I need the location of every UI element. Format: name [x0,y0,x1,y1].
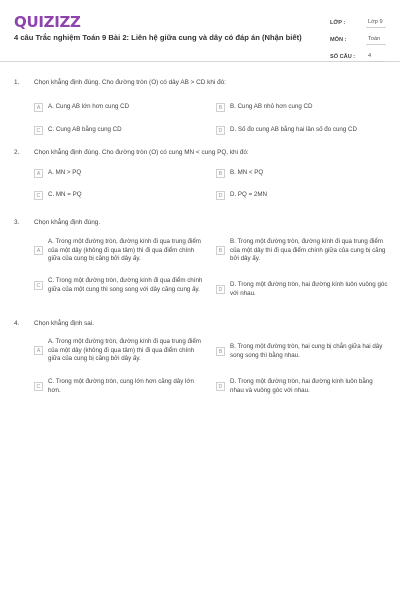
option-b[interactable] [216,238,388,264]
option-text: B. Cung AB nhỏ hơn cung CD [230,103,313,110]
question-number: 4. [14,320,20,327]
option-b[interactable] [216,343,388,360]
option-text: B. Trong một đường tròn, đường kính đi qua trung điểm của một dây thì đi qua điểm chính giữa của cung bị căng bởi dây ấy. [230,238,386,263]
option-letter-box: D [216,126,225,135]
meta-value: 4 [366,52,386,62]
option-letter-box: A [34,169,43,178]
option-text: A. MN > PQ [48,169,82,176]
option-a[interactable] [34,238,206,264]
question-text: Chọn khẳng định sai. [34,320,95,327]
option-text: A. Trong một đường tròn, đường kính đi qua trung điểm của một dây (không đi qua tâm) thì đi qua điểm chính giữa của cung bị căng bởi dây ấy. [48,238,201,263]
option-text: B. MN < PQ [230,169,264,176]
question-text: Chọn khẳng định đúng. [34,219,101,226]
meta-label: MÔN : [330,36,347,43]
option-letter-box: C [34,382,43,391]
option-text: D. Trong một đường tròn, hai đường kính luôn bằng nhau và vuông góc với nhau. [230,378,373,394]
option-letter-box: C [34,191,43,200]
option-letter-box: D [216,191,225,200]
option-text: A. Cung AB lớn hơn cung CD [48,103,130,110]
meta-row-grade [330,14,386,31]
option-c[interactable] [34,126,199,135]
quizizz-logo: QUIZIZZ [14,13,81,31]
option-letter-box: C [34,281,43,290]
question-number: 1. [14,79,20,86]
question-text: Chọn khẳng định đúng. Cho đường tròn (O) có cung MN < cung PQ, khi đó: [34,149,249,156]
option-c[interactable] [34,277,206,294]
option-b[interactable] [216,103,381,112]
meta-row-subject [330,31,386,48]
option-text: B. Trong một đường tròn, hai cung bị chắn giữa hai dây song song thì bằng nhau. [230,343,383,359]
option-b[interactable] [216,169,381,178]
option-letter-box: B [216,169,225,178]
meta-value: Lớp 9 [366,18,386,28]
option-a[interactable] [34,338,206,364]
worksheet-header [0,0,400,62]
option-c[interactable] [34,191,199,200]
worksheet-title: 4 câu Trắc nghiệm Toán 9 Bài 2: Liên hệ giữa cung và dây có đáp án (Nhận biết) [14,33,302,42]
option-letter-box: D [216,382,225,391]
option-d[interactable] [216,191,381,200]
option-letter-box: B [216,347,225,356]
question-number: 3. [14,219,20,226]
option-a[interactable] [34,103,199,112]
option-letter-box: C [34,126,43,135]
option-text: D. Trong một đường tròn, hai đường kính luôn vuông góc với nhau. [230,281,388,297]
worksheet-meta [330,14,386,65]
option-text: C. Trong một đường tròn, đường kính đi qua điểm chính giữa của một cung thì song song với dây căng cung ấy. [48,277,203,293]
option-letter-box: D [216,285,225,294]
option-text: A. Trong một đường tròn, đường kính đi qua trung điểm của một dây (không đi qua tâm) thì đi qua điểm chính giữa của cung bị căng bởi dây ấy. [48,338,201,363]
option-text: D. Số đo cung AB bằng hai lần số đo cung CD [230,126,357,133]
option-d[interactable] [216,378,388,395]
question-number: 2. [14,149,20,156]
meta-row-count [330,48,386,65]
option-c[interactable] [34,378,206,395]
option-letter-box: A [34,103,43,112]
option-text: C. MN = PQ [48,191,82,198]
meta-value: Toán [366,35,386,45]
option-d[interactable] [216,281,388,298]
option-letter-box: A [34,246,43,255]
meta-label: LỚP : [330,19,346,26]
option-text: D. PQ = 2MN [230,191,267,198]
option-text: C. Trong một đường tròn, cung lớn hơn căng dây lớn hơn. [48,378,194,394]
option-letter-box: A [34,346,43,355]
option-d[interactable] [216,126,386,135]
option-letter-box: B [216,246,225,255]
question-text: Chọn khẳng định đúng. Cho đường tròn (O) có dây AB > CD khi đó: [34,79,226,86]
option-letter-box: B [216,103,225,112]
option-text: C. Cung AB bằng cung CD [48,126,122,133]
option-a[interactable] [34,169,199,178]
meta-label: SỐ CÂU : [330,53,356,60]
